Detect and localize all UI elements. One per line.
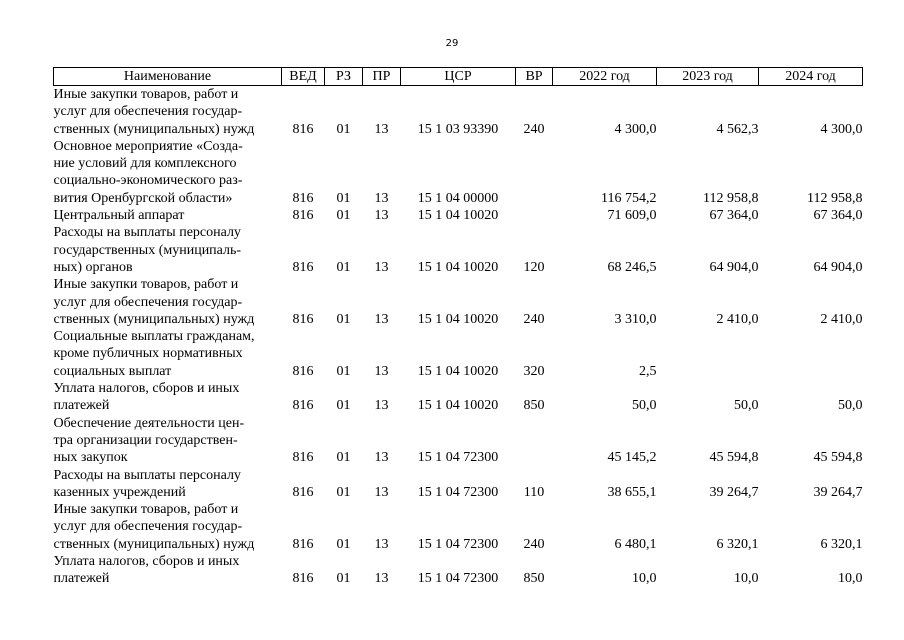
csr-cell: 15 1 04 10020 bbox=[417, 363, 499, 379]
row-name-line: ных закупок bbox=[53, 450, 128, 466]
vr-cell: 320 bbox=[523, 363, 545, 379]
rz-cell: 01 bbox=[336, 450, 351, 466]
table-row bbox=[54, 553, 863, 588]
amount-2024-cell: 39 264,7 bbox=[813, 484, 863, 500]
pr-cell: 13 bbox=[374, 208, 389, 224]
ved-cell: 816 bbox=[292, 536, 314, 552]
rz-cell: 01 bbox=[336, 571, 351, 587]
row-name-line: Иные закупки товаров, работ и bbox=[53, 87, 239, 102]
amount-2022-cell: 71 609,0 bbox=[607, 208, 657, 224]
row-name-cell bbox=[54, 276, 282, 328]
row-name-line: государственных (муниципаль- bbox=[53, 242, 242, 258]
ved-cell: 816 bbox=[292, 571, 314, 587]
amount-2024-cell: 45 594,8 bbox=[813, 450, 863, 466]
amount-2022-cell: 38 655,1 bbox=[607, 484, 657, 500]
row-name-line: Социальные выплаты гражданам, bbox=[53, 329, 255, 345]
amount-2022-cell: 2,5 bbox=[639, 363, 657, 379]
row-name-line: вития Оренбургской области» bbox=[53, 190, 233, 206]
table-row bbox=[54, 380, 863, 415]
amount-2024-cell: 10,0 bbox=[838, 571, 863, 587]
pr-cell: 13 bbox=[374, 259, 389, 275]
amount-2022-cell: 10,0 bbox=[632, 571, 657, 587]
table-row bbox=[54, 328, 863, 380]
row-name-line: ственных (муниципальных) нужд bbox=[53, 311, 255, 327]
row-name-line: услуг для обеспечения государ- bbox=[53, 519, 243, 535]
amount-2023-cell: 4 562,3 bbox=[716, 121, 759, 137]
row-name-line: Расходы на выплаты персоналу bbox=[53, 225, 241, 241]
row-name-line: Расходы на выплаты персоналу bbox=[53, 467, 241, 483]
amount-2023-cell: 10,0 bbox=[734, 571, 759, 587]
row-name-cell bbox=[54, 138, 282, 207]
budget-table bbox=[53, 67, 863, 588]
row-name-line: платежей bbox=[53, 398, 110, 414]
vr-cell: 240 bbox=[523, 121, 545, 137]
row-name-cell bbox=[54, 553, 282, 588]
table-body bbox=[54, 86, 863, 588]
ved-cell: 816 bbox=[292, 398, 314, 414]
csr-cell: 15 1 04 72300 bbox=[417, 450, 499, 466]
rz-cell: 01 bbox=[336, 190, 351, 206]
row-name-line: ние условий для комплексного bbox=[53, 156, 237, 172]
ved-cell: 816 bbox=[292, 484, 314, 500]
amount-2024-cell: 67 364,0 bbox=[813, 208, 863, 224]
table-row bbox=[54, 415, 863, 467]
amount-2022-cell: 116 754,2 bbox=[601, 190, 657, 206]
vr-cell: 240 bbox=[523, 311, 545, 327]
amount-2023-cell: 67 364,0 bbox=[709, 208, 759, 224]
amount-2024-cell: 64 904,0 bbox=[813, 259, 863, 275]
csr-cell: 15 1 03 93390 bbox=[417, 121, 499, 137]
table-row bbox=[54, 207, 863, 224]
column-header-vr: ВР bbox=[516, 68, 553, 86]
ved-cell: 816 bbox=[292, 121, 314, 137]
column-header-name: Наименование bbox=[54, 68, 282, 86]
row-name-line: Основное мероприятие «Созда- bbox=[53, 138, 243, 154]
amount-2023-cell: 50,0 bbox=[734, 398, 759, 414]
rz-cell: 01 bbox=[336, 398, 351, 414]
rz-cell: 01 bbox=[336, 536, 351, 552]
column-header-2023: 2023 год bbox=[657, 68, 759, 86]
row-name-line: тра организации государствен- bbox=[53, 432, 238, 448]
table-row bbox=[54, 467, 863, 502]
pr-cell: 13 bbox=[374, 363, 389, 379]
row-name-cell bbox=[54, 224, 282, 276]
vr-cell: 240 bbox=[523, 536, 545, 552]
row-name-line: Центральный аппарат bbox=[53, 208, 185, 224]
pr-cell: 13 bbox=[374, 484, 389, 500]
amount-2023-cell: 64 904,0 bbox=[709, 259, 759, 275]
csr-cell: 15 1 04 10020 bbox=[417, 259, 499, 275]
vr-cell: 850 bbox=[523, 571, 545, 587]
rz-cell: 01 bbox=[336, 259, 351, 275]
amount-2024-cell: 112 958,8 bbox=[807, 190, 863, 206]
row-name-line: ственных (муниципальных) нужд bbox=[53, 121, 255, 137]
row-name-line: Уплата налогов, сборов и иных bbox=[53, 381, 240, 397]
row-name-cell bbox=[54, 501, 282, 553]
pr-cell: 13 bbox=[374, 536, 389, 552]
amount-2022-cell: 6 480,1 bbox=[614, 536, 657, 552]
csr-cell: 15 1 04 10020 bbox=[417, 398, 499, 414]
rz-cell: 01 bbox=[336, 484, 351, 500]
amount-2024-cell: 2 410,0 bbox=[820, 311, 863, 327]
row-name-line: услуг для обеспечения государ- bbox=[53, 104, 243, 120]
amount-2024-cell bbox=[759, 328, 863, 380]
row-name-line: ственных (муниципальных) нужд bbox=[53, 536, 255, 552]
row-name-cell bbox=[54, 467, 282, 502]
row-name-line: казенных учреждений bbox=[53, 484, 186, 500]
row-name-line: социально-экономического раз- bbox=[53, 173, 243, 189]
amount-2022-cell: 4 300,0 bbox=[614, 121, 657, 137]
pr-cell: 13 bbox=[374, 450, 389, 466]
pr-cell: 13 bbox=[374, 190, 389, 206]
amount-2022-cell: 50,0 bbox=[632, 398, 657, 414]
column-header-2022: 2022 год bbox=[553, 68, 657, 86]
csr-cell: 15 1 04 10020 bbox=[417, 208, 499, 224]
vr-cell: 850 bbox=[523, 398, 545, 414]
vr-cell bbox=[516, 207, 553, 224]
amount-2023-cell: 6 320,1 bbox=[716, 536, 759, 552]
row-name-cell bbox=[54, 415, 282, 467]
ved-cell: 816 bbox=[292, 190, 314, 206]
ved-cell: 816 bbox=[292, 208, 314, 224]
amount-2024-cell: 4 300,0 bbox=[820, 121, 863, 137]
ved-cell: 816 bbox=[292, 311, 314, 327]
table-row bbox=[54, 276, 863, 328]
csr-cell: 15 1 04 72300 bbox=[417, 484, 499, 500]
column-header-pr: ПР bbox=[363, 68, 401, 86]
csr-cell: 15 1 04 10020 bbox=[417, 311, 499, 327]
row-name-line: Иные закупки товаров, работ и bbox=[53, 502, 239, 518]
rz-cell: 01 bbox=[336, 208, 351, 224]
row-name-line: ных) органов bbox=[53, 259, 133, 275]
amount-2022-cell: 45 145,2 bbox=[607, 450, 657, 466]
csr-cell: 15 1 04 72300 bbox=[417, 536, 499, 552]
pr-cell: 13 bbox=[374, 121, 389, 137]
row-name-line: платежей bbox=[53, 571, 110, 587]
rz-cell: 01 bbox=[336, 121, 351, 137]
pr-cell: 13 bbox=[374, 571, 389, 587]
column-header-rz: РЗ bbox=[325, 68, 363, 86]
ved-cell: 816 bbox=[292, 363, 314, 379]
row-name-line: Обеспечение деятельности цен- bbox=[53, 415, 245, 431]
column-header-2024: 2024 год bbox=[759, 68, 863, 86]
ved-cell: 816 bbox=[292, 259, 314, 275]
row-name-line: услуг для обеспечения государ- bbox=[53, 294, 243, 310]
pr-cell: 13 bbox=[374, 311, 389, 327]
row-name-line: социальных выплат bbox=[53, 363, 172, 379]
amount-2023-cell: 45 594,8 bbox=[709, 450, 759, 466]
amount-2024-cell: 6 320,1 bbox=[820, 536, 863, 552]
page-number: 29 bbox=[445, 38, 459, 49]
amount-2023-cell: 39 264,7 bbox=[709, 484, 759, 500]
amount-2024-cell: 50,0 bbox=[838, 398, 863, 414]
row-name-cell bbox=[54, 86, 282, 138]
row-name-cell bbox=[54, 328, 282, 380]
csr-cell: 15 1 04 00000 bbox=[417, 190, 499, 206]
vr-cell bbox=[516, 415, 553, 467]
row-name-cell bbox=[54, 380, 282, 415]
row-name-line: Уплата налогов, сборов и иных bbox=[53, 554, 240, 570]
table-row bbox=[54, 86, 863, 138]
rz-cell: 01 bbox=[336, 311, 351, 327]
row-name-line: кроме публичных нормативных bbox=[53, 346, 243, 362]
table-row bbox=[54, 501, 863, 553]
amount-2023-cell: 2 410,0 bbox=[716, 311, 759, 327]
row-name-cell bbox=[54, 207, 282, 224]
csr-cell: 15 1 04 72300 bbox=[417, 571, 499, 587]
amount-2022-cell: 3 310,0 bbox=[614, 311, 657, 327]
vr-cell: 120 bbox=[523, 259, 545, 275]
table-row bbox=[54, 224, 863, 276]
vr-cell: 110 bbox=[523, 484, 545, 500]
column-header-csr: ЦСР bbox=[401, 68, 516, 86]
table-row bbox=[54, 138, 863, 207]
amount-2023-cell bbox=[657, 328, 759, 380]
rz-cell: 01 bbox=[336, 363, 351, 379]
ved-cell: 816 bbox=[292, 450, 314, 466]
row-name-line: Иные закупки товаров, работ и bbox=[53, 277, 239, 293]
pr-cell: 13 bbox=[374, 398, 389, 414]
column-header-ved: ВЕД bbox=[282, 68, 325, 86]
table-header-row bbox=[54, 68, 863, 86]
amount-2022-cell: 68 246,5 bbox=[607, 259, 657, 275]
amount-2023-cell: 112 958,8 bbox=[703, 190, 759, 206]
vr-cell bbox=[516, 138, 553, 207]
